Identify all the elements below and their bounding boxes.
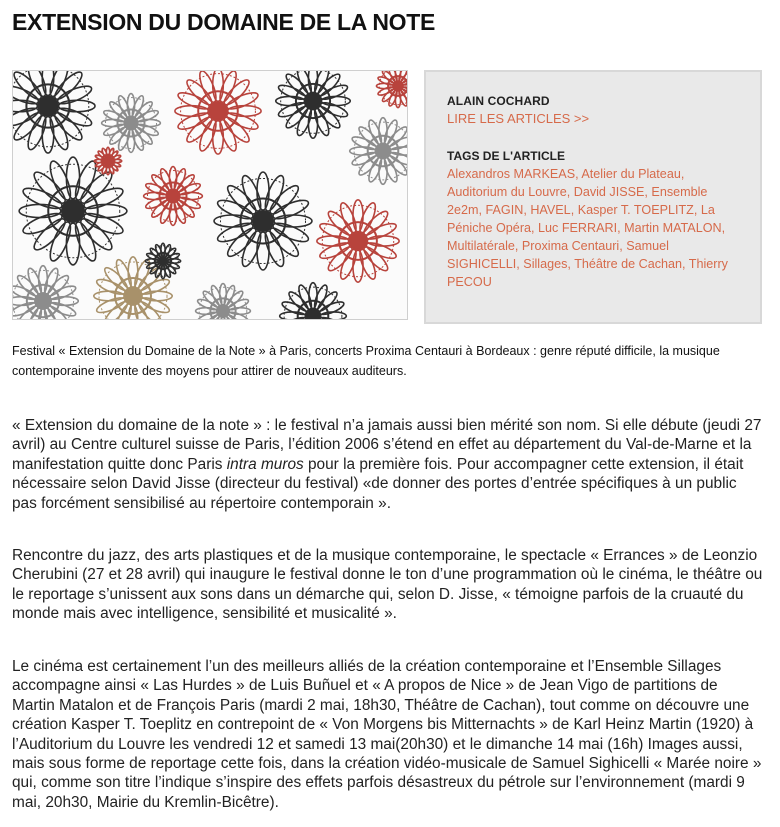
tag-link[interactable]: La Péniche Opéra (447, 203, 715, 235)
tag-link[interactable]: Thierry PECOU (447, 257, 728, 289)
paragraph-1 (12, 416, 764, 513)
tag-link[interactable]: Théâtre de Cachan (574, 257, 683, 271)
tag-link[interactable]: Alexandros MARKEAS (447, 167, 576, 181)
tag-link[interactable]: Sillages (523, 257, 568, 271)
article-illustration (12, 70, 408, 320)
tag-link[interactable]: Auditorium du Louvre (447, 185, 567, 199)
tag-link[interactable]: Proxima Centauri (521, 239, 620, 253)
tag-link[interactable]: Atelier du Plateau (581, 167, 681, 181)
paragraph-1-text-b: pour la première fois. Pour accompagner cette extension, il était nécessaire selon David Jisse (directeur du festival) «de donner des portes d’entrée spécifiques à un public pas forcément sensibilisé au répertoire contemporain ». (12, 455, 744, 512)
tag-link[interactable]: FAGIN (485, 203, 524, 217)
tags-heading: TAGS DE L'ARTICLE (447, 149, 565, 163)
rosette (175, 71, 261, 154)
rosette (280, 283, 347, 319)
rosette (94, 147, 121, 174)
article-title: EXTENSION DU DOMAINE DE LA NOTE (12, 9, 436, 35)
paragraph-3: Le cinéma est certainement l’un des meilleurs alliés de la création contemporaine et l’Ensemble Sillages accompagne ainsi « Las Hurdes » de Luis Buñuel et « A propos de Nice » de Jean Vigo de partitions de Martin Matalon et de François Paris (mardi 2 mai, 18h30, Théâtre de Cachan), tout comme on découvre une création Kasper T. Toeplitz en contrepoint de « Von Morgens bis Mitternachts » de Karl Heinz Martin (1920) à l’Auditorium du Louvre les vendredi 12 et samedi 13 mai(20h30) et le dimanche 14 mai (16h) Images aussi, mais sous forme de reportage cette fois, dans la création vidéo-musicale de Samuel Sighicelli « Marée noire » qui, comme son titre l’indique s’inspire des effets parfois désastreux du pétrole sur l’environnement (mardi 9 mai, 20h30, Mairie du Kremlin-Bicêtre). (12, 658, 762, 811)
article-sidebar (424, 70, 762, 324)
rosette (144, 167, 203, 226)
article-lead: Festival « Extension du Domaine de la Note » à Paris, concerts Proxima Centauri à Bordeaux : genre réputé difficile, la musique contemporaine invente des moyens pour attirer de nouveaux auditeurs. (12, 344, 720, 378)
rosette (350, 118, 407, 185)
rosette (317, 200, 399, 282)
paragraph-2: Rencontre du jazz, des arts plastiques et de la musique contemporaine, le spectacle « Errances » de Leonzio Cherubini (27 et 28 avril) qui inaugure le festival donne le ton d’une programmation où le cinéma, le théâtre ou le reportage s’unissent aux sons dans un démarche qui, selon D. Jisse, « témoigne parfois de la cruauté du monde mais avec intelligence, sensibilité et musicalité ». (12, 547, 763, 623)
rosette (145, 243, 180, 278)
tag-link[interactable]: David JISSE (573, 185, 645, 199)
tag-link[interactable]: Martin MATALON (624, 221, 722, 235)
read-articles-link[interactable]: LIRE LES ARTICLES >> (447, 111, 590, 126)
rosette (276, 71, 350, 138)
tag-link[interactable]: Multilatérale (447, 239, 515, 253)
paragraph-1-italic: intra muros (226, 455, 304, 473)
paragraph-1-text-a: « Extension du domaine de la note » : le festival n’a jamais aussi bien mérité son nom. Si elle débute (jeudi 27 avril) au Centre culturel suisse de Paris, l’édition 2006 s’étend en effet au département du Val-de-Marne et la manifestation quitte donc Paris (12, 417, 762, 473)
rosette (196, 284, 251, 319)
rosette (13, 71, 95, 153)
rosette (19, 157, 127, 265)
floral-pattern-image (13, 71, 407, 319)
rosette (102, 94, 161, 153)
tag-link[interactable]: Luc FERRARI (538, 221, 618, 235)
rosette (214, 172, 312, 270)
rosette (13, 266, 78, 319)
tag-link[interactable]: Ensemble 2e2m (447, 185, 708, 217)
tag-link[interactable]: HAVEL (530, 203, 571, 217)
tag-link[interactable]: Kasper T. TOEPLITZ (577, 203, 694, 217)
rosette (376, 71, 407, 108)
author-name: ALAIN COCHARD (447, 94, 550, 108)
tag-list: Alexandros MARKEAS, Atelier du Plateau, Auditorium du Louvre, David JISSE, Ensemble 2e2m, FAGIN, HAVEL, Kasper T. TOEPLITZ, La Péniche Opéra, Luc FERRARI, Martin MATALON, Multilatérale, Proxima Centauri, Samuel SIGHICELLI, Sillages, Théâtre de Cachan, Thierry PECOU (447, 167, 728, 289)
tag-link[interactable]: Samuel SIGHICELLI (447, 239, 669, 271)
